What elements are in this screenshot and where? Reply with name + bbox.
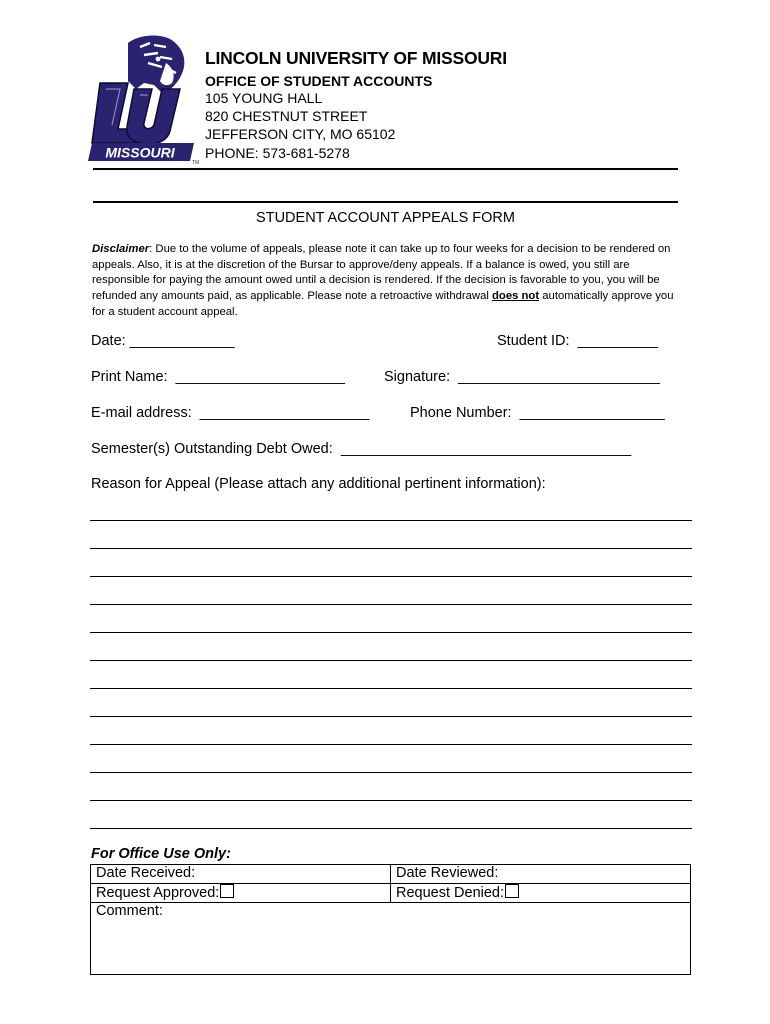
header-divider — [93, 168, 678, 170]
header-divider — [93, 201, 678, 203]
answer-line[interactable] — [90, 716, 692, 717]
university-logo — [88, 33, 200, 165]
office-use-label: For Office Use Only: — [91, 846, 231, 862]
request-approved-label: Request Approved: — [96, 885, 220, 901]
date-reviewed-cell[interactable] — [391, 865, 691, 884]
phone-number-field[interactable]: Phone Number: __________________ — [410, 405, 665, 421]
form-title: STUDENT ACCOUNT APPEALS FORM — [256, 210, 515, 226]
answer-line[interactable] — [90, 828, 692, 829]
semesters-owed-field[interactable]: Semester(s) Outstanding Debt Owed: ____________________________________ — [91, 441, 632, 457]
request-approved-cell — [91, 884, 391, 903]
office-use-table — [90, 864, 691, 975]
answer-line[interactable] — [90, 744, 692, 745]
disclaimer — [92, 242, 682, 321]
date-received-cell[interactable] — [91, 865, 391, 884]
university-name: LINCOLN UNIVERSITY OF MISSOURI — [205, 48, 507, 68]
comment-cell[interactable] — [91, 903, 691, 975]
disclaimer-text: : Due to the volume of appeals, please note it can take up to four weeks for a decision to be rendered on appeals. Also, it is at the discretion of the Bursar to approve/deny appeals. If a balance is owed, you still are responsible for paying the amount owed until a decision is rendered. If the decision is favorable to you, you will be refunded any amounts paid, as applicable. Please note a retroactive withdrawal — [92, 243, 671, 303]
logo-banner-text: MISSOURI — [105, 144, 175, 161]
date-received-label: Date Received: — [96, 865, 196, 881]
answer-line[interactable] — [90, 660, 692, 661]
missouri-banner — [88, 143, 199, 165]
answer-line[interactable] — [90, 688, 692, 689]
request-approved-checkbox[interactable] — [220, 884, 234, 898]
email-field[interactable]: E-mail address: _____________________ — [91, 405, 370, 421]
answer-line[interactable] — [90, 548, 692, 549]
date-field[interactable]: Date: _____________ — [91, 333, 235, 349]
letterhead — [205, 48, 507, 162]
print-name-field[interactable]: Print Name: _____________________ — [91, 369, 345, 385]
office-name: OFFICE OF STUDENT ACCOUNTS — [205, 73, 433, 89]
disclaimer-text-end: automatically approve you for a student account appeal. — [92, 290, 674, 318]
disclaimer-lead: Disclaimer — [92, 243, 150, 255]
answer-line[interactable] — [90, 604, 692, 605]
request-denied-cell — [391, 884, 691, 903]
address-line: 820 CHESTNUT STREET — [205, 108, 368, 125]
tiger-mascot-icon — [128, 36, 184, 93]
reason-label: Reason for Appeal (Please attach any additional pertinent information): — [91, 476, 546, 492]
date-reviewed-label: Date Reviewed: — [396, 865, 499, 881]
answer-line[interactable] — [90, 520, 692, 521]
comment-label: Comment: — [96, 903, 163, 919]
lu-letters — [92, 83, 180, 144]
address-line: 105 YOUNG HALL — [205, 90, 323, 106]
answer-line[interactable] — [90, 632, 692, 633]
request-denied-checkbox[interactable] — [505, 884, 519, 898]
phone-line: PHONE: 573-681-5278 — [205, 144, 350, 161]
address-line: JEFFERSON CITY, MO 65102 — [205, 126, 396, 143]
signature-field[interactable]: Signature: _________________________ — [384, 369, 660, 385]
answer-line[interactable] — [90, 772, 692, 773]
disclaimer-emphasis: does not — [492, 290, 540, 303]
student-id-field[interactable]: Student ID: __________ — [497, 333, 659, 349]
logo-tm: TM — [192, 160, 200, 165]
request-denied-label: Request Denied: — [396, 885, 505, 901]
answer-line[interactable] — [90, 800, 692, 801]
answer-line[interactable] — [90, 576, 692, 577]
